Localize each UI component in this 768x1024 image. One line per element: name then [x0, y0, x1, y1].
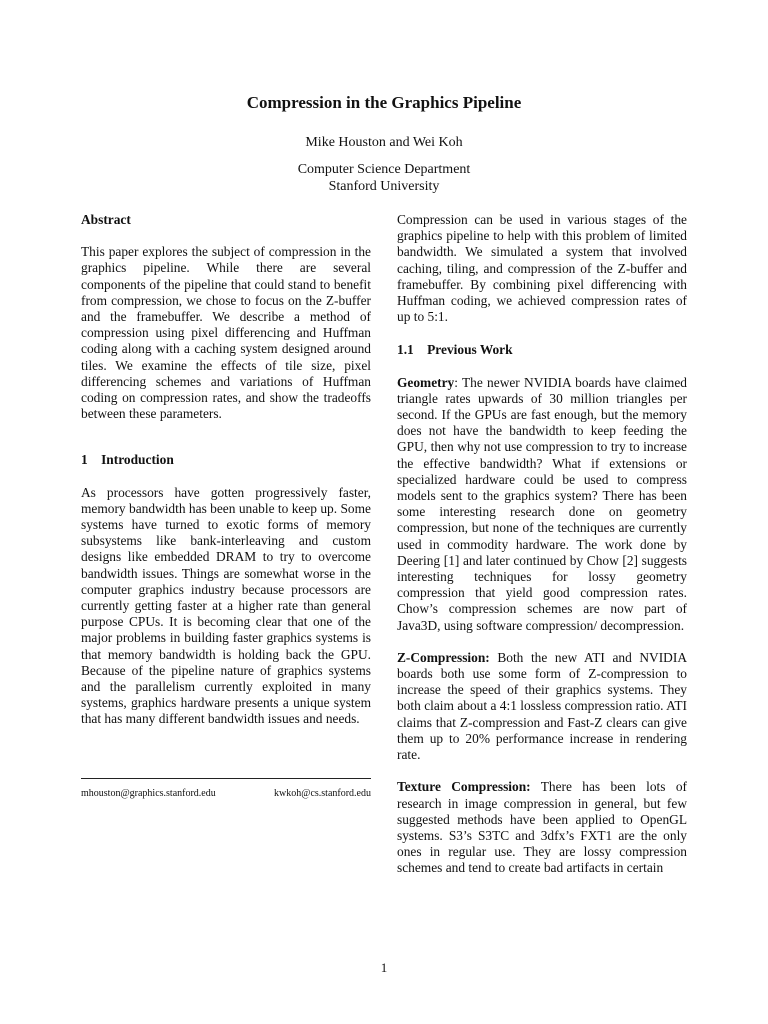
abstract-text: This paper explores the subject of compression in the graphics pipeline. While there are several components of the pipeline that could stand to benefit from compression, we chose to focus on the Z-buffer and the framebuffer. We describe a method of compression using pixel differencing and Huffman coding along with a caching system designed around tiles. We examine the effects of tile size, pixel differencing schemes and variations of Huffman coding on compression rates, and show the tradeoffs between these parameters.	[81, 244, 371, 422]
footnote-rule	[81, 778, 371, 779]
paper-authors: Mike Houston and Wei Koh	[305, 135, 463, 150]
footnote-email-koh: kwkoh@cs.stanford.edu	[274, 788, 371, 799]
intro-continuation: Compression can be used in various stages of the graphics pipeline to help with this problem of limited bandwidth. We simulated a system that involved caching, tiling, and compression of the Z-buffer and framebuffer. By combining pixel differencing with Huffman coding, we achieved compression rates of up to 5:1.	[397, 212, 687, 325]
right-column	[397, 212, 687, 877]
abstract-heading: Abstract	[81, 212, 131, 227]
zcompression-text: Both the new ATI and NVIDIA boards both use some form of Z-compression to increase the speed of their graphics systems. They both claim about a 4:1 lossless compression ratio. ATI claims that Z-compression and Fast-Z clears can give them up to 20% performance increase in rendering rate.	[397, 649, 687, 763]
affiliation-university: Stanford University	[328, 179, 440, 194]
footnote-email-houston: mhouston@graphics.stanford.edu	[81, 788, 216, 799]
geometry-text: : The newer NVIDIA boards have claimed triangle rates upwards of 30 million triangles per second. If the GPUs are fast enough, but the memory does not have the bandwidth to keep feeding the GPU, then why not use compression to try to increase the effective bandwidth? What if extensions or specialized hardware could be used to compress models sent to the graphics system? There has been some interesting research done on geometry compression, but none of the techniques are currently used in commodity hardware. The work done by Deering [1] and later continued by Chow [2] suggests interesting techniques for lossy geometry compression that yield good compression rates. Chow’s compression schemes are now part of Java3D, using software compression/ decompression.	[397, 374, 687, 633]
texture-compression-text: There has been lots of research in image compression in general, but few suggested methods have been applied to OpenGL systems. S3’s S3TC and 3dfx’s FXT1 are the only ones in regular use. They are lossy compression schemes and tend to create bad artifacts in certain	[397, 779, 687, 876]
paper-title: Compression in the Graphics Pipeline	[246, 93, 522, 112]
previous-work-heading: 1.1 Previous Work	[397, 342, 513, 358]
page-number: 1	[380, 960, 388, 975]
footnote-emails	[81, 788, 371, 800]
texture-compression-paragraph	[397, 779, 687, 876]
geometry-paragraph	[397, 375, 687, 634]
intro-heading: 1 Introduction	[81, 452, 174, 468]
paper-affiliation	[0, 161, 768, 195]
geometry-lead: Geometry	[397, 374, 455, 390]
zcompression-paragraph	[397, 650, 687, 763]
texture-compression-lead: Texture Compression:	[397, 779, 531, 795]
affiliation-department: Computer Science Department	[297, 162, 471, 177]
zcompression-lead: Z-Compression:	[397, 649, 490, 665]
left-column	[81, 212, 371, 728]
intro-text: As processors have gotten progressively faster, memory bandwidth has been unable to keep up. Some systems have turned to exotic forms of memory subsystems like bank-interleaving and custom designs like embedded DRAM to try to overcome bandwidth issues. Things are somewhat worse in the computer graphics industry because processors are currently getting faster at a higher rate than general purpose CPUs. It is becoming clear that one of the major problems in building faster graphics systems is that memory bandwidth is holding back the GPU. Because of the pipeline nature of graphics systems and the parallelism currently exploited in many systems, graphics hardware presents a unique system that has many different bandwidth issues and needs.	[81, 484, 371, 727]
